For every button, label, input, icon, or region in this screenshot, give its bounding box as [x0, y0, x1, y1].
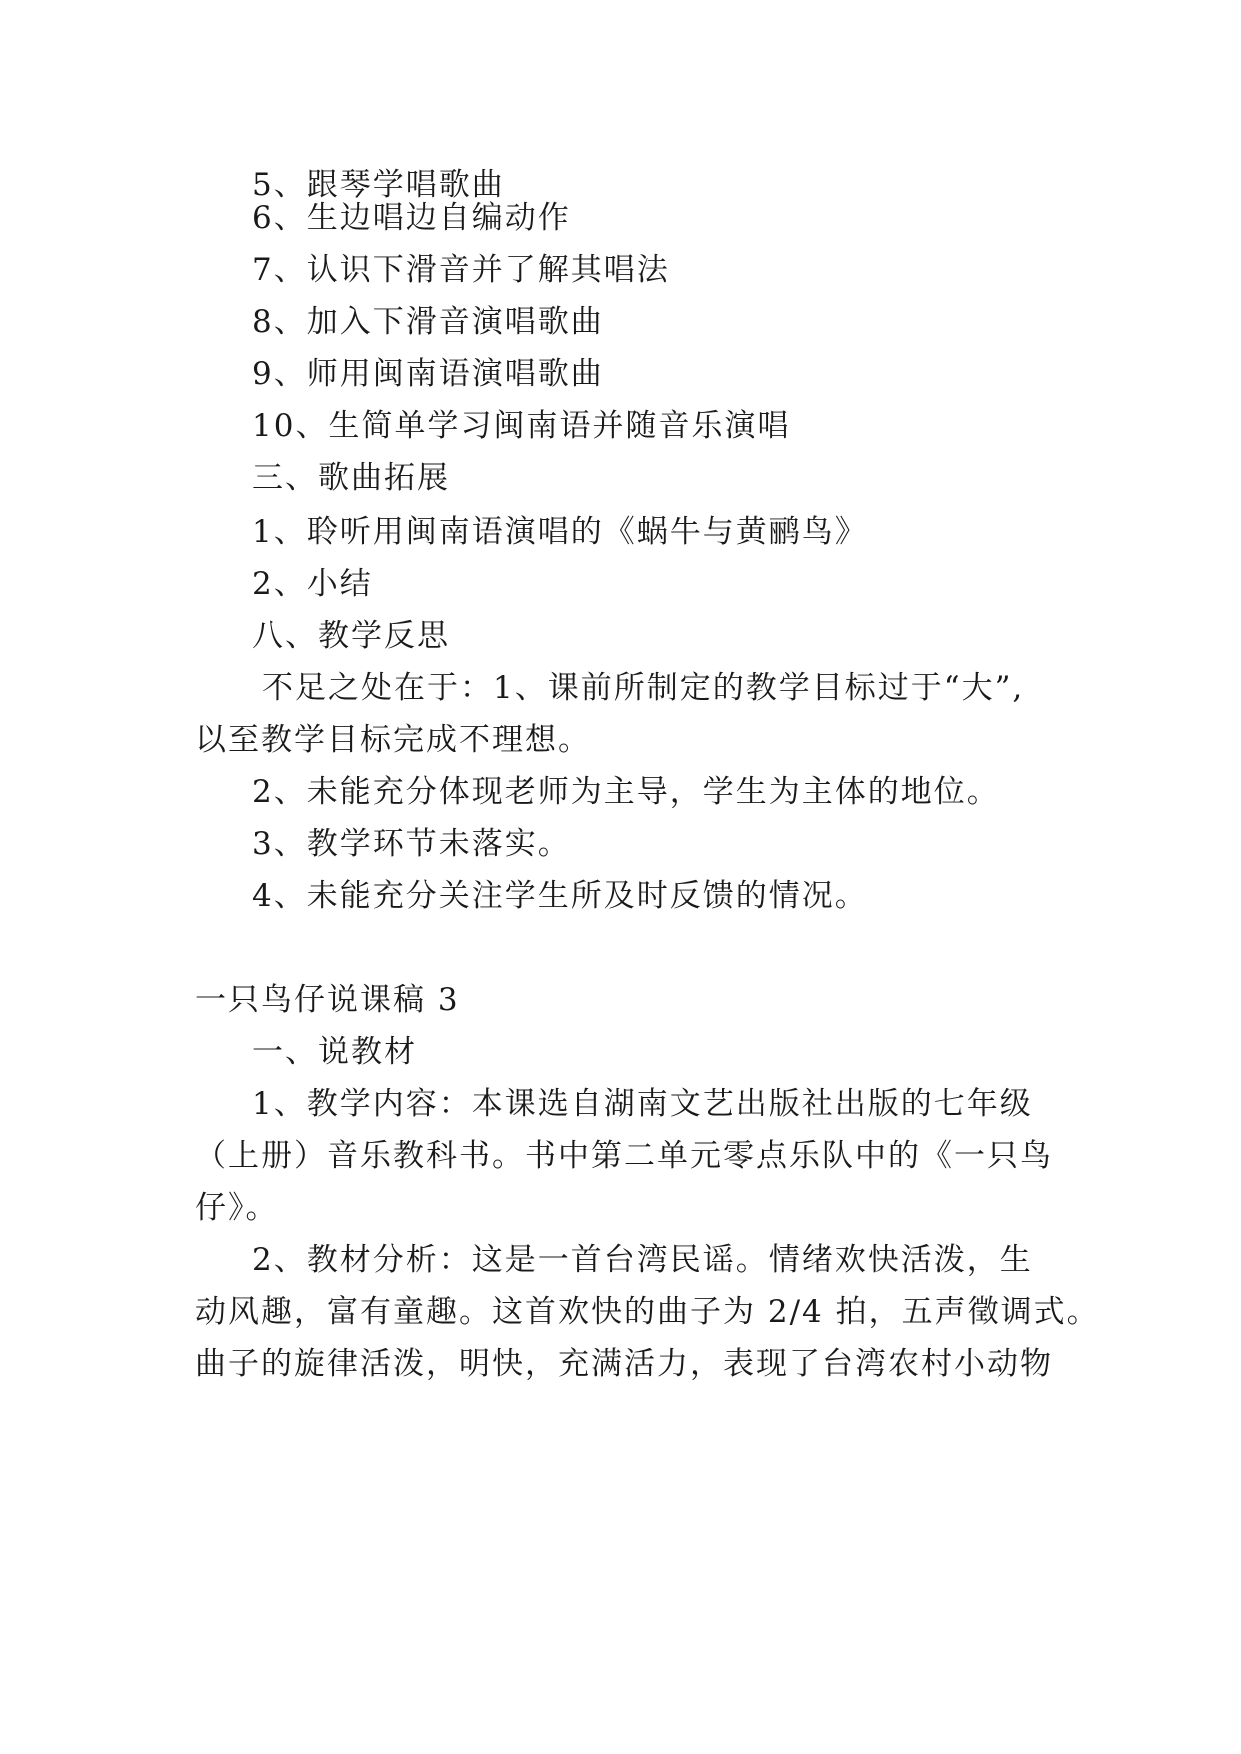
paragraph-line: 1、教学内容：本课选自湖南文艺出版社出版的七年级 [252, 1086, 1033, 1122]
step-line: 7、认识下滑音并了解其唱法 [252, 252, 670, 288]
step-line: 9、师用闽南语演唱歌曲 [252, 356, 604, 392]
paragraph-line: 2、教材分析：这是一首台湾民谣。情绪欢快活泼，生 [252, 1242, 1033, 1278]
paragraph-line: （上册）音乐教科书。书中第二单元零点乐队中的《一只鸟 [195, 1138, 1053, 1174]
list-item: 2、小结 [252, 566, 373, 602]
paragraph-line: 仔》。 [195, 1190, 279, 1226]
list-item: 2、未能充分体现老师为主导，学生为主体的地位。 [252, 774, 1000, 810]
paragraph-line: 动风趣，富有童趣。这首欢快的曲子为 2/4 拍，五声徵调式。 [195, 1294, 1100, 1330]
list-item: 3、教学环节未落实。 [252, 826, 571, 862]
section-heading: 三、歌曲拓展 [252, 460, 450, 496]
step-line: 6、生边唱边自编动作 [252, 200, 571, 236]
step-line: 8、加入下滑音演唱歌曲 [252, 304, 604, 340]
list-item: 4、未能充分关注学生所及时反馈的情况。 [252, 878, 868, 914]
step-line: 10、生简单学习闽南语并随音乐演唱 [252, 408, 791, 444]
list-item: 1、聆听用闽南语演唱的《蜗牛与黄鹂鸟》 [252, 514, 868, 550]
step-line: 5、跟琴学唱歌曲 [252, 167, 505, 203]
document-title: 一只鸟仔说课稿 3 [195, 982, 460, 1018]
section-heading: 八、教学反思 [252, 618, 450, 654]
section-heading: 一、说教材 [252, 1034, 417, 1070]
paragraph-line: 曲子的旋律活泼，明快，充满活力，表现了台湾农村小动物 [195, 1346, 1053, 1382]
paragraph-line: 以至教学目标完成不理想。 [195, 722, 591, 758]
paragraph-line: 不足之处在于：1、课前所制定的教学目标过于“大”, [262, 670, 1025, 706]
